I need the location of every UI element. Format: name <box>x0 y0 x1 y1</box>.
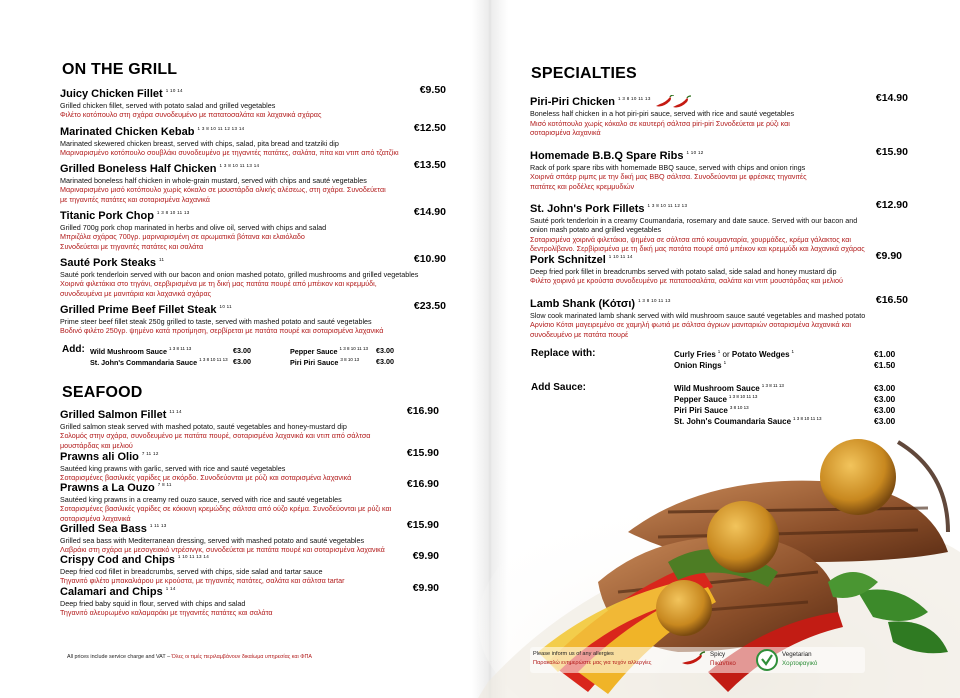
item-description-en: Deep fried pork fillet in breadcrumbs served with potato salad, side salad and honey mustard dip <box>530 267 837 276</box>
vegetarian-leaf-icon <box>756 649 778 671</box>
allergen-codes: 1 3 8 10 11 13 <box>638 298 671 303</box>
item-name: Grilled Salmon Fillet <box>60 409 167 421</box>
allergy-notice-gr: Παρακαλώ ενημερώστε μας για τυχόν αλλεργίες <box>533 660 652 666</box>
allergen-codes: 1 14 <box>165 586 176 591</box>
allergen-codes: 7 11 12 <box>141 451 159 456</box>
item-price: €9.90 <box>412 550 439 562</box>
allergy-notice-en: Please inform us of any allergies <box>533 651 614 657</box>
grill-section-title: ON THE GRILL <box>62 61 178 78</box>
item-price: €10.90 <box>413 253 446 265</box>
item-description-gr: Μισό κοτόπουλο χωρίς κόκαλο σε καυτερή σάλτσα piri-piri Συνοδεύεται με ρύζι και σοταρισμένα λαχανικά <box>530 118 790 137</box>
item-price: €12.50 <box>413 122 446 134</box>
item-description-en: Sauté pork tenderloin served with our bacon and onion mashed potato, grilled mushrooms and grilled vegetables <box>60 270 419 279</box>
allergen-codes: 1 3 8 10 11 13 <box>156 210 190 215</box>
item-name: Marinated Chicken Kebab <box>60 126 195 138</box>
item-price: €15.90 <box>406 519 439 531</box>
item-description-en: Grilled sea bass with Mediterranean dressing, served with mashed potato and sauté vegetables <box>60 536 365 545</box>
addon-name: St. John's Commandaria Sauce $^{1 3 8 10 11 13}$ <box>90 357 228 367</box>
allergen-codes: 1 3 8 10 11 12 13 <box>647 203 688 208</box>
item-description-en: Grilled salmon steak served with mashed potato, sauté vegetables and honey-mustard dip <box>60 422 347 431</box>
item-description-en: Marinated boneless half chicken in whole-grain mustard, served with chips and sauté vegetables <box>60 176 367 185</box>
item-description-gr: Αρνίσιο Κότσι μαγειρεμένο σε χαμηλή φωτιά με σάλτσα άγριων μανιταριών σοταρισμένα λαχανικά και συνοδευμένο με πατάτα πουρέ <box>530 320 851 339</box>
price-footnote: All prices include service charge and VAT – Όλες οι τιμές περιλαμβάνουν δικαίωμα υπηρεσίας και ΦΠΑ <box>67 654 313 660</box>
item-price: €9.90 <box>412 582 439 594</box>
item-description-gr: Μαριναρισμένο μισό κοτόπουλο χωρίς κόκαλο σε μουστάρδα ολικής αλέσεως, στη σχάρα. Συνοδεύεται με τηγανιτές πατάτες και σοταρισμένα λαχανικά <box>60 185 386 204</box>
addon-name: Pepper Sauce $^{1 3 8 10 11 13}$ <box>290 346 368 356</box>
item-description-gr: Μπριζόλα σχάρας 700γρ. μαριναρισμένη σε αρωματικά βότανα και ελαιόλαδο Συνοδεύεται με τηγανιτές πατάτες και σαλάτα <box>60 232 305 251</box>
chili-pepper-icon <box>655 95 693 109</box>
item-description-en: Boneless half chicken in a hot piri-piri sauce, served with rice and sauté vegetables <box>530 109 795 119</box>
item-price: €23.50 <box>413 300 446 312</box>
item-name: Pork Schnitzel <box>530 254 606 266</box>
sauce-price: €3.00 <box>874 416 896 426</box>
menu-item <box>530 146 910 191</box>
item-name: Titanic Pork Chop <box>60 210 154 222</box>
item-name: Calamari and Chips <box>60 586 163 598</box>
addon-name: Piri Piri Sauce $^{3 8 10 13}$ <box>290 357 360 367</box>
allergen-codes: 1 10 12 <box>686 150 704 155</box>
item-description-gr: Σοταρισμένα χοιρινά φιλετάκια, ψημένα σε σάλτσα από κουμανταρία, χουρμάδες, κρέμα γάλακτος και δεντρολίβανο. Σερβίρισμένα με τη δική μας πατάτα πουρέ από μπέικον και κρεμμύδι και λαχανικά σχάρας <box>530 234 865 254</box>
allergen-codes: 1 10 11 13 14 <box>177 554 209 559</box>
chili-pepper-icon <box>680 651 706 669</box>
menu-item <box>530 92 910 137</box>
vegetarian-label-en: Vegetarian <box>782 651 812 658</box>
allergen-codes: 11 14 <box>169 409 182 414</box>
item-price: €16.50 <box>875 294 908 306</box>
allergy-legend <box>530 647 865 673</box>
item-description-en: Deep fried baby squid in flour, served with chips and salad <box>60 599 246 608</box>
item-name: Homemade B.B.Q Spare Ribs <box>530 150 684 162</box>
item-description-en: Grilled chicken fillet, served with potato salad and grilled vegetables <box>60 101 276 110</box>
replace-price: €1.50 <box>874 360 896 370</box>
specialties-section-title: SPECIALTIES <box>531 65 637 82</box>
menu-item <box>60 84 446 120</box>
replace-option: Onion Rings $^1$ <box>674 360 727 370</box>
menu-item <box>60 300 446 336</box>
item-description-en: Prime steer beef fillet steak 250g grilled to taste, served with mashed potato and sauté vegetables <box>60 317 372 326</box>
menu-item <box>60 122 446 158</box>
allergen-codes: 1 11 13 <box>149 523 167 528</box>
allergen-codes: 1 3 8 10 11 13 14 <box>219 163 260 168</box>
add-label: Add: <box>62 344 85 355</box>
item-price: €15.90 <box>406 447 439 459</box>
item-description-gr: Μαριναρισμένο κοτόπουλο σουβλάκι συνοδευμένο με τηγανιτές πατάτες, σαλάτα, πίτα και ντιπ από τζατζίκι <box>60 148 399 158</box>
item-description-gr: Τηγανιτό φιλέτο μπακαλιάρου με κρούστα, με τηγανιτές πατάτες, σαλάτα και σάλτσα tartar <box>60 576 345 586</box>
sauce-name: Wild Mushroom Sauce $^{1 3 8 11 13}$ <box>674 383 784 393</box>
item-name: Crispy Cod and Chips <box>60 554 175 566</box>
addon-price: €3.00 <box>233 357 251 366</box>
sauce-name: Piri Piri Sauce $^{3 8 10 13}$ <box>674 405 749 415</box>
allergen-codes: 1 3 8 10 11 13 <box>617 96 651 101</box>
allergen-codes: 11 <box>159 257 165 262</box>
menu-item <box>530 250 910 286</box>
allergen-codes: 1 10 11 14 <box>608 254 633 259</box>
seafood-section-title: SEAFOOD <box>62 384 143 401</box>
sauce-price: €3.00 <box>874 383 896 393</box>
item-description-en: Deep fried cod fillet in breadcrumbs, served with chips, side salad and tartar sauce <box>60 567 323 576</box>
item-description-en: Sautéed king prawns with garlic, served with rice and sauté vegetables <box>60 464 286 473</box>
sauce-name: St. John's Coumandaria Sauce $^{1 3 8 10 11 13}$ <box>674 416 822 426</box>
item-description-en: Sauté pork tenderloin in a creamy Coumandaria, rosemary and date sauce. Served with our bacon and onion mash potato and grilled vegetables <box>530 216 858 235</box>
allergen-codes: 7 8 11 <box>157 482 172 487</box>
item-price: €14.90 <box>875 92 908 104</box>
addon-name: Wild Mushroom Sauce $^{1 3 8 11 13}$ <box>90 346 192 356</box>
addon-price: €3.00 <box>233 346 251 355</box>
replace-price: €1.00 <box>874 349 896 359</box>
item-price: €14.90 <box>413 206 446 218</box>
item-price: €9.90 <box>875 250 902 262</box>
add-sauce-label: Add Sauce: <box>531 382 587 393</box>
item-price: €16.90 <box>406 478 439 490</box>
menu-item <box>60 582 446 618</box>
addon-price: €3.00 <box>376 357 394 366</box>
sauce-price: €3.00 <box>874 405 896 415</box>
menu-item <box>530 199 910 254</box>
item-name: St. John's Pork Fillets <box>530 203 645 215</box>
allergen-codes: 10 11 <box>219 304 232 309</box>
menu-item <box>60 253 446 298</box>
item-description-gr: Βοδινό φιλέτο 250γρ. ψημένο κατά προτίμηση, σερβίρεται με πατάτα πουρέ και σοταρισμένα λαχανικά <box>60 326 384 336</box>
item-description-gr: Φιλέτο κοτόπουλο στη σχάρα συνοδευμένο με πατατοσαλάτα και λαχανικά σχάρας <box>60 110 322 120</box>
item-description-gr: Σοταρισμένες βασιλικές γαρίδες σε κόκκινη κρεμώδης σάλτσα από ούζο κρέμα. Συνοδεύονται με ρύζι και σοταρισμένα λαχανικά <box>60 504 392 523</box>
item-price: €9.50 <box>419 84 446 96</box>
item-price: €16.90 <box>406 405 439 417</box>
item-description-en: Marinated skewered chicken breast, served with chips, salad, pita bread and tzatziki dip <box>60 139 339 148</box>
item-name: Grilled Boneless Half Chicken <box>60 163 217 175</box>
item-description-gr: Λαβράκι στη σχάρα με μεσογειακό ντρέσινγκ, συνοδεύεται με πατάτα πουρέ και σοταρισμένα λαχανικά <box>60 545 385 555</box>
item-description-gr: Χοιρινά φιλετάκια στο τηγάνι, σερβιρισμένα με τη δική μας πατάτα πουρέ από μπέικον και κρεμμύδι, συνοδευμένα με μανιτάρια και λαχανικά σχάρας <box>60 279 377 298</box>
item-price: €12.90 <box>875 199 908 211</box>
item-description-en: Slow cook marinated lamb shank served with wild mushroom sauce sauté vegetables and mashed potato <box>530 311 866 320</box>
menu-item <box>60 550 446 586</box>
item-price: €13.50 <box>413 159 446 171</box>
sauce-name: Pepper Sauce $^{1 3 8 10 11 13}$ <box>674 394 758 404</box>
item-description-en: Grilled 700g pork chop marinated in herbs and olive oil, served with chips and salad <box>60 223 327 232</box>
spicy-label-en: Spicy <box>710 651 726 658</box>
menu-item <box>60 478 446 523</box>
item-name: Prawns a La Ouzo <box>60 482 155 494</box>
item-price: €15.90 <box>875 146 908 158</box>
allergen-codes: 1 3 8 10 11 12 13 14 <box>197 126 245 131</box>
item-description-en: Sautéed king prawns in a creamy red ouzo sauce, served with rice and sauté vegetables <box>60 495 342 504</box>
addon-price: €3.00 <box>376 346 394 355</box>
menu-item <box>60 405 446 450</box>
allergen-codes: 1 10 14 <box>165 88 183 93</box>
sauce-price: €3.00 <box>874 394 896 404</box>
item-name: Prawns ali Olio <box>60 451 139 463</box>
item-name: Grilled Sea Bass <box>60 523 147 535</box>
item-description-en: Rack of pork spare ribs with homemade BBQ sauce, served with chips and onion rings <box>530 163 806 172</box>
menu-item <box>60 206 446 251</box>
spicy-label-gr: Πικάντικο <box>710 660 736 667</box>
item-description-gr: Σολομός στην σχάρα, συνοδευμένο με πατάτα πουρέ, σοταρισμένα λαχανικά και ντιπ από σάλτσα μουστάρδας και μελιού <box>60 431 371 450</box>
replace-option: Curly Fries $^1$ or Potato Wedges $^1$ <box>674 349 795 359</box>
item-name: Juicy Chicken Fillet <box>60 88 163 100</box>
item-description-gr: Τηγανιτό αλευρωμένο καλαμαράκι με τηγανιτές πατάτες και σαλάτα <box>60 608 273 618</box>
vegetarian-label-gr: Χορτοφαγικό <box>782 660 818 667</box>
menu-item <box>530 294 910 339</box>
replace-label: Replace with: <box>531 348 596 359</box>
item-name: Lamb Shank (Κότσι) <box>530 298 636 310</box>
item-description-gr: Χοιρινά σπάερ ριμπς με την δική μας BBQ σάλτσα. Συνοδεύονται με φρέσκες τηγανιτές πατάτες και ροδέλες κρεμμυδιών <box>530 172 807 191</box>
item-name: Sauté Pork Steaks <box>60 257 156 269</box>
menu-item <box>60 159 446 204</box>
item-name: Piri-Piri Chicken <box>530 96 615 108</box>
item-description-gr: Σοταρισμένες βασιλικές γαρίδες με σκόρδο. Συνοδεύονται με ρύζι και σοταρισμένα λαχανικά <box>60 473 352 483</box>
item-name: Grilled Prime Beef Fillet Steak <box>60 304 217 316</box>
item-description-gr: Φιλέτο χοιρινό με κρούστα συνοδευμένο με πατατοσαλάτα, σαλάτα και ντιπ μουστάρδας και μελιού <box>530 276 843 286</box>
